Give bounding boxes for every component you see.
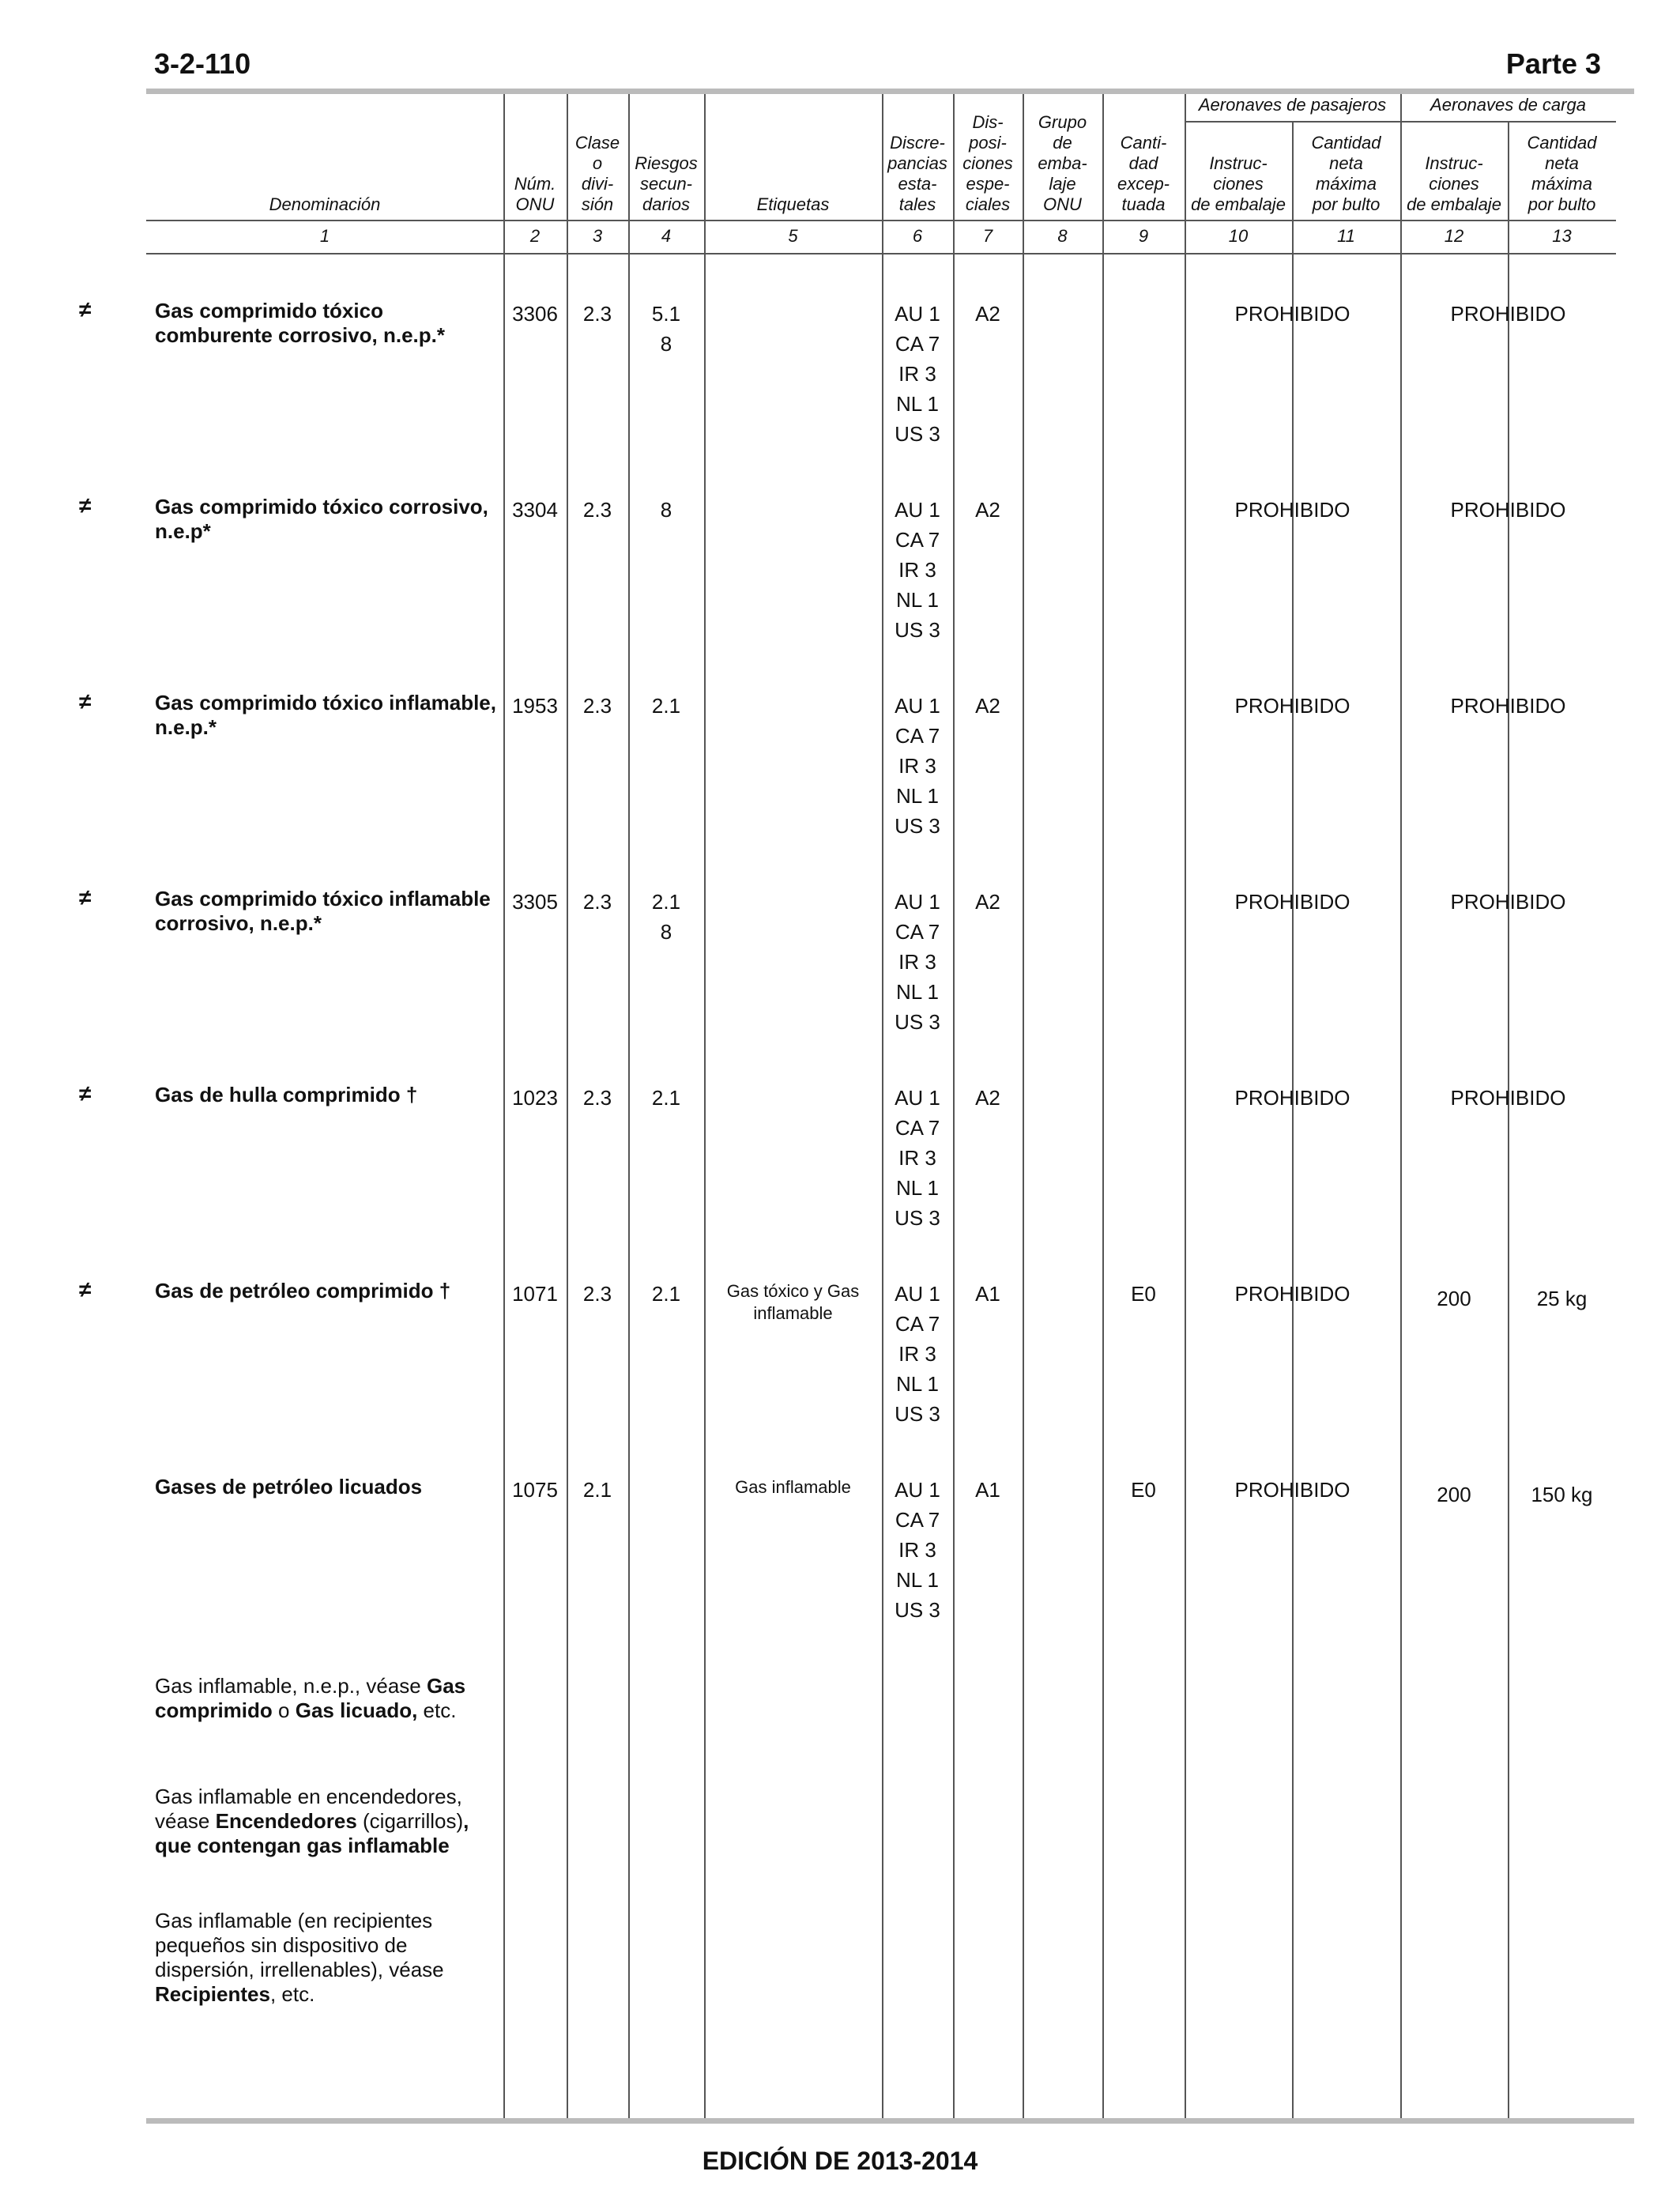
un-number: 1023: [512, 1086, 558, 1110]
change-mark: ≠: [79, 493, 92, 518]
reference-link-term: , que contengan gas inflamable: [155, 1809, 469, 1857]
top-rule: [146, 89, 1634, 94]
special-provisions: A2: [975, 694, 1000, 718]
reference-text: (cigarrillos): [356, 1809, 464, 1833]
special-provisions: A1: [975, 1282, 1000, 1306]
state-variations: AU 1 CA 7 IR 3 NL 1 US 3: [895, 1282, 940, 1426]
state-variations: AU 1 CA 7 IR 3 NL 1 US 3: [895, 302, 940, 446]
cargo-packing-instruction: 200: [1437, 1483, 1471, 1506]
entry-name: Gas comprimido tóxico inflamable corrosivo, n.e.p.*: [155, 887, 491, 935]
header-pax-cantidad: Cantidad neta máxima por bulto: [1311, 133, 1381, 214]
cargo-aircraft-value: PROHIBIDO: [1450, 694, 1566, 718]
passenger-aircraft-value: PROHIBIDO: [1234, 498, 1350, 522]
header-discrepancias: Discre- pancias esta- tales: [887, 133, 947, 214]
un-number: 1075: [512, 1478, 558, 1502]
group-header-rule: [1185, 121, 1616, 123]
excepted-quantity: E0: [1131, 1282, 1156, 1306]
passenger-aircraft-value: PROHIBIDO: [1234, 694, 1350, 718]
un-number: 3304: [512, 498, 558, 522]
column-number: 13: [1552, 226, 1572, 246]
header-denominacion: Denominación: [269, 194, 381, 214]
cargo-aircraft-value: PROHIBIDO: [1450, 302, 1566, 326]
excepted-quantity: E0: [1131, 1478, 1156, 1502]
entry-name: Gas comprimido tóxico comburente corrosivo, n.e.p.*: [155, 299, 445, 347]
un-number: 3305: [512, 890, 558, 914]
state-variations: AU 1 CA 7 IR 3 NL 1 US 3: [895, 1086, 940, 1230]
header-etiquetas: Etiquetas: [756, 194, 830, 214]
part-label: Parte 3: [1505, 47, 1601, 80]
header-cantidad-exceptuada: Canti- dad excep- tuada: [1117, 133, 1170, 214]
subsidiary-risk: 5.1 8: [651, 302, 681, 356]
column-number: 2: [529, 226, 541, 246]
entry-name: Gas de hulla comprimido †: [155, 1083, 418, 1106]
column-number: 5: [788, 226, 798, 246]
header-group-cargo: Aeronaves de carga: [1430, 95, 1586, 115]
passenger-aircraft-value: PROHIBIDO: [1234, 890, 1350, 914]
column-number: 3: [592, 226, 603, 246]
column-number: 6: [912, 226, 923, 246]
class-division: 2.3: [582, 694, 612, 718]
header-riesgos: Riesgos secun- darios: [635, 153, 698, 214]
change-mark: ≠: [79, 689, 92, 714]
class-division: 2.3: [582, 498, 612, 522]
entry-name: Gas comprimido tóxico inflamable, n.e.p.*: [155, 691, 496, 739]
change-mark: ≠: [79, 1081, 92, 1106]
class-division: 2.3: [582, 890, 612, 914]
state-variations: AU 1 CA 7 IR 3 NL 1 US 3: [895, 1478, 940, 1622]
change-mark: ≠: [79, 885, 92, 910]
un-number: 1071: [512, 1282, 558, 1306]
header-cargo-instrucciones: Instruc- ciones de embalaje: [1407, 153, 1501, 214]
entry-name: Gas de petróleo comprimido †: [155, 1279, 451, 1302]
reference-text: Gas inflamable (en recipientes pequeños sin dispositivo de dispersión, irrellenables), véase: [155, 1909, 444, 1981]
reference-text: , etc.: [269, 1982, 315, 2006]
class-division: 2.3: [582, 1086, 612, 1110]
header-clase: Clase o divi- sión: [574, 133, 620, 214]
header-num-onu: Núm. ONU: [514, 174, 556, 214]
number-row-rule: [146, 253, 1616, 254]
reference-link-term: Gas comprimido: [155, 1674, 466, 1722]
reference-text: o: [272, 1698, 296, 1722]
reference-text: Gas inflamable en encendedores, véase: [155, 1785, 462, 1833]
un-number: 1953: [512, 694, 558, 718]
hazard-labels: Gas tóxico y Gas inflamable: [726, 1281, 860, 1323]
column-divider: [1292, 123, 1294, 2118]
class-division: 2.3: [582, 302, 612, 326]
header-disposiciones: Dis- posi- ciones espe- ciales: [962, 112, 1013, 214]
un-number: 3306: [512, 302, 558, 326]
subsidiary-risk: 2.1: [651, 1282, 681, 1306]
header-grupo-embalaje: Grupo de emba- laje ONU: [1038, 112, 1087, 214]
special-provisions: A2: [975, 302, 1000, 326]
reference-entry: [155, 1785, 487, 1858]
column-divider: [1023, 94, 1024, 2118]
reference-text: Gas inflamable, n.e.p., véase: [155, 1674, 427, 1698]
passenger-aircraft-value: PROHIBIDO: [1234, 1282, 1350, 1306]
special-provisions: A1: [975, 1478, 1000, 1502]
entry-name: Gases de petróleo licuados: [155, 1475, 423, 1498]
cargo-packing-instruction: 200: [1437, 1287, 1471, 1310]
reference-entry: [155, 1909, 487, 2007]
cargo-net-quantity: 150 kg: [1531, 1483, 1593, 1506]
change-mark: ≠: [79, 1277, 92, 1302]
column-divider: [1102, 94, 1104, 2118]
reference-link-term: Recipientes: [155, 1982, 270, 2006]
cargo-aircraft-value: PROHIBIDO: [1450, 1086, 1566, 1110]
cargo-aircraft-value: PROHIBIDO: [1450, 498, 1566, 522]
column-number: 1: [319, 226, 330, 246]
subsidiary-risk: 2.1: [651, 1086, 681, 1110]
column-number: 7: [982, 226, 993, 246]
passenger-aircraft-value: PROHIBIDO: [1234, 1086, 1350, 1110]
special-provisions: A2: [975, 498, 1000, 522]
reference-link-term: Gas licuado,: [295, 1698, 418, 1722]
class-division: 2.3: [582, 1282, 612, 1306]
special-provisions: A2: [975, 1086, 1000, 1110]
header-group-passenger: Aeronaves de pasajeros: [1198, 95, 1387, 115]
header-cargo-cantidad: Cantidad neta máxima por bulto: [1527, 133, 1597, 214]
change-mark: ≠: [79, 297, 92, 322]
reference-link-term: Encendedores: [215, 1809, 357, 1833]
column-divider: [704, 94, 706, 2118]
reference-text: etc.: [417, 1698, 457, 1722]
column-number: 8: [1057, 226, 1068, 246]
header-bottom-rule: [146, 220, 1616, 221]
column-number: 10: [1228, 226, 1249, 246]
column-number: 11: [1337, 226, 1355, 246]
passenger-aircraft-value: PROHIBIDO: [1234, 1478, 1350, 1502]
special-provisions: A2: [975, 890, 1000, 914]
column-divider: [1508, 123, 1509, 2118]
column-number: 9: [1138, 226, 1149, 246]
state-variations: AU 1 CA 7 IR 3 NL 1 US 3: [895, 694, 940, 838]
passenger-aircraft-value: PROHIBIDO: [1234, 302, 1350, 326]
subsidiary-risk: 8: [660, 498, 672, 522]
state-variations: AU 1 CA 7 IR 3 NL 1 US 3: [895, 498, 940, 642]
page-number: 3-2-110: [154, 47, 251, 80]
reference-entry: [155, 1674, 487, 1723]
subsidiary-risk: 2.1: [651, 694, 681, 718]
bottom-rule: [146, 2118, 1634, 2124]
cargo-aircraft-value: PROHIBIDO: [1450, 890, 1566, 914]
header-pax-instrucciones: Instruc- ciones de embalaje: [1191, 153, 1286, 214]
column-number: 4: [661, 226, 672, 246]
state-variations: AU 1 CA 7 IR 3 NL 1 US 3: [895, 890, 940, 1034]
edition-footer: EDICIÓN DE 2013-2014: [702, 2147, 978, 2175]
class-division: 2.1: [582, 1478, 612, 1502]
cargo-net-quantity: 25 kg: [1536, 1287, 1588, 1310]
hazard-labels: Gas inflamable: [735, 1477, 851, 1497]
subsidiary-risk: 2.1 8: [651, 890, 681, 944]
entry-name: Gas comprimido tóxico corrosivo, n.e.p*: [155, 495, 488, 543]
column-number: 12: [1444, 226, 1464, 246]
